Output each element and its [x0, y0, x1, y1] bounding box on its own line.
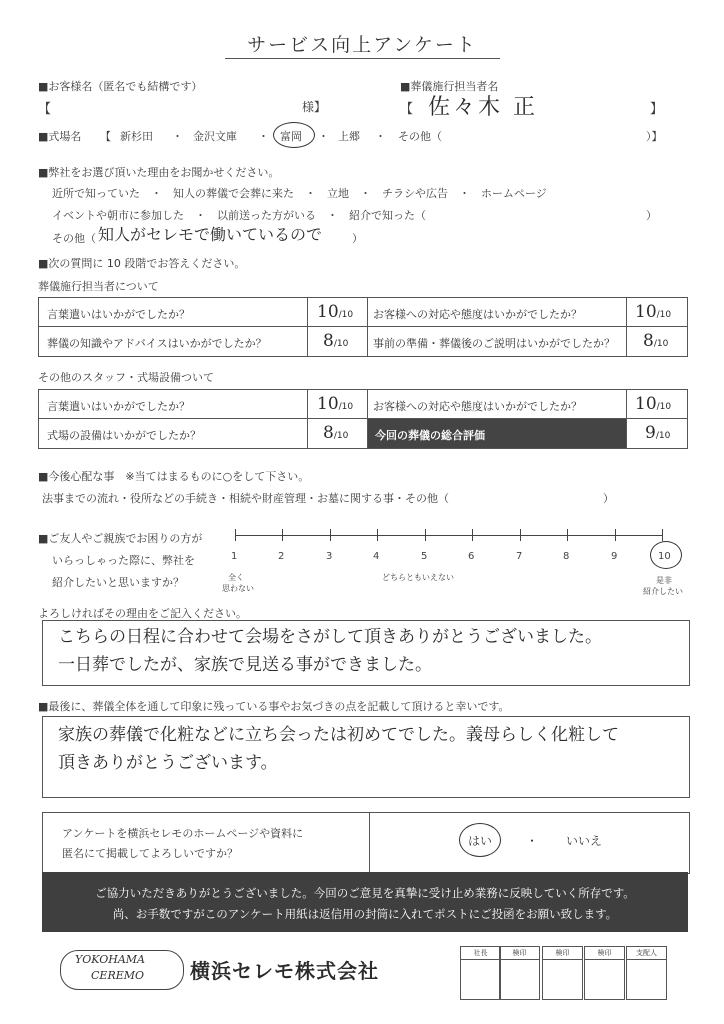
scale-number: 10	[658, 551, 671, 562]
scale-number: 3	[326, 551, 333, 562]
venue-selected-circle	[273, 122, 315, 148]
scale-tick	[615, 529, 616, 541]
customer-name-label: ■お客様名（匿名でも結構です）	[38, 80, 203, 93]
reason-label: ■弊社をお選び頂いた理由をお聞かせください。	[38, 166, 280, 179]
venue-option-kamigo: 上郷	[338, 130, 360, 143]
reason-other-close: ）	[352, 232, 363, 245]
other-score-language: 10/10	[317, 394, 354, 414]
publish-yes: はい	[468, 834, 493, 848]
venue-separator: ・	[318, 130, 329, 143]
staff-score-attitude: 10/10	[635, 302, 672, 322]
other-score-attitude: 10/10	[635, 394, 672, 414]
recommend-question-line2: いらっしゃった際に、弊社を	[52, 554, 195, 567]
thanks-line2: 尚、お手数ですがこのアンケート用紙は返信用の封筒に入れてポストにご投函をお願い致します。	[112, 907, 618, 921]
company-name: 横浜セレモ株式会社	[190, 959, 379, 983]
staff-name-label: ■葬儀施行担当者名	[400, 80, 499, 93]
venue-separator: ・	[258, 130, 269, 143]
stamp-box-check-1: 検印	[499, 946, 540, 1000]
thanks-banner	[42, 872, 688, 932]
reason-free-label: よろしければその理由をご記入ください。	[38, 607, 247, 620]
scale-tick	[662, 529, 663, 541]
scale-tick	[520, 529, 521, 541]
publish-question-line2: 匿名にて掲載してよろしいですか？	[62, 847, 238, 860]
scale-number: 7	[516, 551, 523, 562]
customer-sama: 様】	[302, 100, 327, 114]
stamp-box-president: 社長	[460, 946, 501, 1000]
stamp-box-check-2: 検印	[542, 946, 583, 1000]
reason-options-line1: 近所で知っていた ・ 知人の葬儀で会葬に来た ・ 立地 ・ チラシや広告 ・ ホームページ	[52, 187, 547, 200]
rating-intro: ■次の質問に 10 段階でお答えください。	[38, 257, 246, 270]
venue-option-tomioka: 富岡	[280, 130, 302, 143]
survey-title: サービス向上アンケート	[247, 34, 477, 56]
recommend-question-line3: 紹介したいと思いますか？	[52, 576, 184, 589]
reason-free-handwritten-line2: 一日葬でしたが、家族で見送る事ができました。	[58, 655, 432, 675]
scale-number: 4	[373, 551, 380, 562]
staff-section-heading: 葬儀施行担当者について	[38, 280, 159, 293]
staff-q-explanation: 事前の準備・葬儀後のご説明はいかがでしたか？	[373, 337, 615, 350]
publish-question-line1: アンケートを横浜セレモのホームページや資料に	[62, 827, 304, 840]
publish-separator: ・	[526, 834, 539, 848]
venue-separator: ・	[375, 130, 386, 143]
reason-other-handwritten: 知人がセレモで働いているので	[98, 225, 323, 244]
reason-options-line2: イベントや朝市に参加した ・ 以前送った方がいる ・ 紹介で知った（ ）	[52, 209, 657, 222]
venue-bracket-open: 【	[100, 130, 111, 143]
scale-tick	[330, 529, 331, 541]
scale-tick	[282, 529, 283, 541]
staff-bracket-close: 】	[650, 102, 664, 117]
customer-bracket-open: 【	[38, 102, 52, 117]
scale-number: 5	[421, 551, 428, 562]
other-q-attitude: お客様への対応や態度はいかがでしたか？	[373, 400, 582, 413]
scale-high-label-1: 是非	[656, 576, 672, 585]
scale-low-label-2: 思わない	[222, 584, 254, 593]
scale-tick	[235, 529, 236, 541]
impression-handwritten-line1: 家族の葬儀で化粧などに立ち会ったは初めてでした。義母らしく化粧して	[58, 725, 619, 745]
company-logo	[60, 950, 184, 990]
scale-number: 8	[563, 551, 570, 562]
recommend-question-line1: ■ご友人やご親族でお困りの方が	[38, 532, 203, 545]
scale-number: 9	[611, 551, 618, 562]
scale-mid-label: どちらともいえない	[382, 573, 454, 582]
staff-rating-table	[38, 297, 688, 357]
staff-score-language: 10/10	[317, 302, 354, 322]
scale-number: 2	[278, 551, 285, 562]
staff-q-attitude: お客様への対応や態度はいかがでしたか？	[373, 308, 582, 321]
stamp-box-manager: 支配人	[626, 946, 667, 1000]
reason-other-label: その他（	[52, 232, 96, 245]
scale-tick	[425, 529, 426, 541]
publish-yes-circle	[459, 823, 501, 857]
scale-number: 1	[231, 551, 238, 562]
scale-tick	[472, 529, 473, 541]
venue-label: ■式場名	[38, 130, 82, 143]
venue-option-kanazawabunko: 金沢文庫	[193, 130, 237, 143]
other-score-facility: 8/10	[323, 423, 349, 443]
recommend-scale-line	[235, 535, 662, 536]
staff-q-knowledge: 葬儀の知識やアドバイスはいかがでしたか？	[47, 337, 267, 350]
scale-number: 6	[468, 551, 475, 562]
recommend-selected-circle	[650, 541, 682, 569]
staff-score-knowledge: 8/10	[323, 331, 349, 351]
title-underline	[225, 58, 500, 59]
impression-label: ■最後に、葬儀全体を通して印象に残っている事やお気づきの点を記載して頂けると幸いです。	[38, 700, 510, 713]
thanks-line1: ご協力いただきありがとうございました。今回のご意見を真摯に受け止め業務に反映していく所存です。	[95, 886, 635, 900]
venue-option-other: その他（	[398, 130, 442, 143]
venue-option-shinsugita: 新杉田	[120, 130, 153, 143]
venue-separator: ・	[172, 130, 183, 143]
scale-low-label-1: 全く	[228, 573, 244, 582]
scale-high-label-2: 紹介したい	[643, 587, 683, 596]
logo-text-yokohama: YOKOHAMA	[75, 953, 145, 966]
overall-rating-score: 9/10	[645, 423, 671, 443]
logo-text-ceremo: CEREMO	[91, 969, 145, 982]
staff-q-language: 言葉遣いはいかがでしたか？	[47, 308, 190, 321]
staff-score-explanation: 8/10	[643, 331, 669, 351]
other-rating-table	[38, 389, 688, 449]
staff-name-handwritten: 佐々木 正	[428, 95, 538, 120]
impression-handwritten-line2: 頂きありがとうございます。	[58, 753, 278, 773]
other-q-facility: 式場の設備はいかがでしたか？	[47, 429, 201, 442]
scale-tick	[377, 529, 378, 541]
venue-bracket-close: ）】	[646, 130, 663, 143]
scale-tick	[567, 529, 568, 541]
overall-rating-label: 今回の葬儀の総合評価	[375, 429, 485, 442]
concern-label: ■今後心配な事 ※当てはまるものに○をして下さい。	[38, 470, 310, 483]
staff-bracket-open: 【	[400, 102, 414, 117]
concern-items: 法事までの流れ・役所などの手続き・相続や財産管理・お墓に関する事・その他（ ）	[42, 492, 614, 505]
other-q-language: 言葉遣いはいかがでしたか？	[47, 400, 190, 413]
stamp-box-check-3: 検印	[584, 946, 625, 1000]
other-section-heading: その他のスタッフ・式場設備ついて	[38, 371, 214, 384]
reason-free-handwritten-line1: こちらの日程に合わせて会場をさがして頂きありがとうございました。	[58, 627, 602, 647]
publish-no: いいえ	[566, 834, 603, 848]
